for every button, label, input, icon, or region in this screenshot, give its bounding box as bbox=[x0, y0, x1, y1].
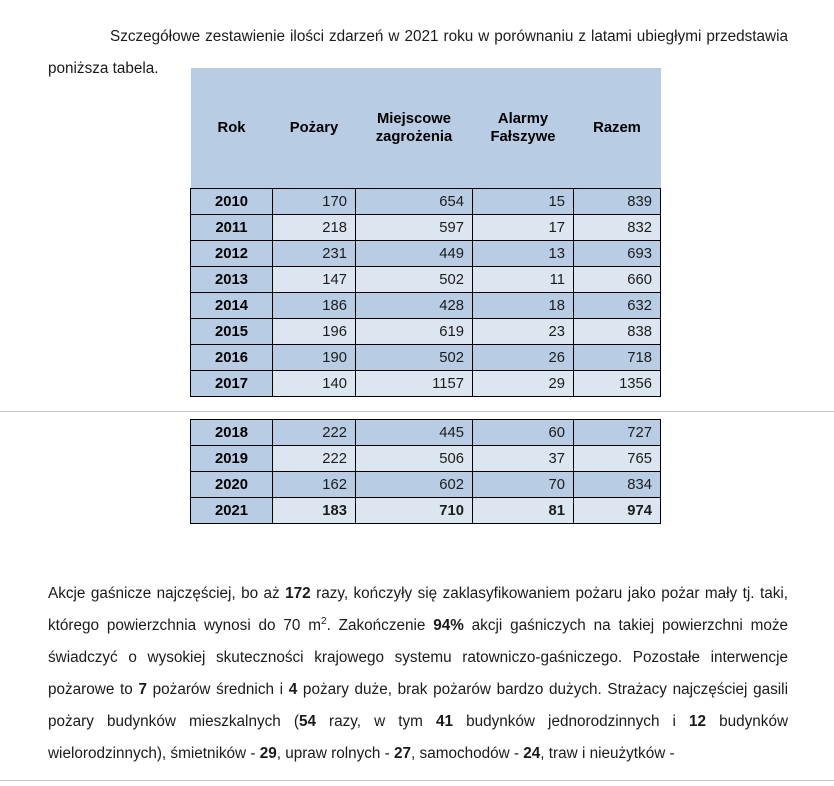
cell-false-alarms: 17 bbox=[473, 215, 574, 241]
cell-false-alarms: 29 bbox=[473, 371, 574, 397]
bold-number-27: 27 bbox=[394, 745, 412, 763]
cell-total: 693 bbox=[574, 241, 661, 267]
bold-number-4: 4 bbox=[288, 681, 298, 699]
text-run: pożary duże, brak pożarów bardzo dużych. Strażacy najczęściej gasili pożary budynków mieszkalnych ( bbox=[48, 681, 788, 731]
header-line-1: Miejscowe bbox=[376, 111, 451, 127]
table-row bbox=[191, 345, 661, 371]
cell-total: 718 bbox=[574, 345, 661, 371]
cell-local-hazards: 445 bbox=[356, 420, 473, 446]
table-row bbox=[191, 189, 661, 215]
intro-paragraph: Szczegółowe zestawienie ilości zdarzeń w 2021 roku w porównaniu z latami ubiegłymi przedstawia poniższa tabela. bbox=[48, 28, 788, 78]
cell-fires: 147 bbox=[273, 267, 356, 293]
table-body-part2 bbox=[191, 420, 661, 524]
text-run: Akcje gaśnicze najczęściej, bo aż bbox=[48, 585, 286, 603]
cell-local-hazards: 502 bbox=[356, 345, 473, 371]
cell-fires: 186 bbox=[273, 293, 356, 319]
text-run: budynków wielorodzinnych), śmietników - bbox=[48, 713, 789, 763]
text-run: , traw i nieużytków - bbox=[540, 745, 675, 763]
cell-year: 2019 bbox=[191, 446, 273, 472]
table-row bbox=[191, 498, 661, 524]
cell-false-alarms: 11 bbox=[473, 267, 574, 293]
table-body-part1 bbox=[191, 189, 661, 397]
table-row bbox=[191, 215, 661, 241]
header-line-1: Rok bbox=[217, 120, 246, 136]
text-run: . Zakończenie bbox=[326, 617, 434, 635]
header-line-1: Alarmy bbox=[497, 111, 549, 127]
cell-fires: 218 bbox=[273, 215, 356, 241]
cell-local-hazards: 654 bbox=[356, 189, 473, 215]
table-row bbox=[191, 446, 661, 472]
cell-fires: 170 bbox=[273, 189, 356, 215]
cell-fires: 222 bbox=[273, 446, 356, 472]
cell-year: 2017 bbox=[191, 371, 273, 397]
stats-table-part2 bbox=[190, 419, 661, 524]
bold-number-12: 12 bbox=[689, 713, 707, 731]
cell-local-hazards: 602 bbox=[356, 472, 473, 498]
cell-local-hazards: 449 bbox=[356, 241, 473, 267]
column-header-false-alarms bbox=[473, 68, 574, 189]
cell-total: 839 bbox=[574, 189, 661, 215]
text-run: pożarów średnich i bbox=[146, 681, 289, 699]
table-header bbox=[191, 68, 661, 189]
cell-fires: 140 bbox=[273, 371, 356, 397]
cell-local-hazards: 1157 bbox=[356, 371, 473, 397]
cell-local-hazards: 506 bbox=[356, 446, 473, 472]
cell-fires: 190 bbox=[273, 345, 356, 371]
cell-total: 727 bbox=[574, 420, 661, 446]
table-row bbox=[191, 267, 661, 293]
page-break-separator bbox=[0, 411, 834, 412]
cell-total: 1356 bbox=[574, 371, 661, 397]
bold-number-94pct: 94% bbox=[433, 617, 464, 635]
cell-false-alarms: 81 bbox=[473, 498, 574, 524]
cell-year: 2010 bbox=[191, 189, 273, 215]
cell-total: 832 bbox=[574, 215, 661, 241]
cell-false-alarms: 26 bbox=[473, 345, 574, 371]
stats-table-part2-wrapper bbox=[190, 419, 660, 524]
cell-false-alarms: 13 bbox=[473, 241, 574, 267]
column-header-year bbox=[191, 68, 273, 189]
cell-false-alarms: 60 bbox=[473, 420, 574, 446]
text-run: razy, kończyły się zaklasyfikowaniem pożaru jako pożar mały tj. taki, którego powierzchnia wynosi do 70 m bbox=[48, 585, 788, 635]
cell-local-hazards: 428 bbox=[356, 293, 473, 319]
cell-fires: 222 bbox=[273, 420, 356, 446]
cell-total: 834 bbox=[574, 472, 661, 498]
table-row bbox=[191, 371, 661, 397]
cell-false-alarms: 70 bbox=[473, 472, 574, 498]
cell-fires: 183 bbox=[273, 498, 356, 524]
cell-local-hazards: 597 bbox=[356, 215, 473, 241]
text-run: , upraw rolnych - bbox=[276, 745, 395, 763]
table-row bbox=[191, 319, 661, 345]
body-paragraph bbox=[48, 578, 788, 770]
cell-year: 2016 bbox=[191, 345, 273, 371]
cell-year: 2018 bbox=[191, 420, 273, 446]
cell-year: 2012 bbox=[191, 241, 273, 267]
cell-local-hazards: 502 bbox=[356, 267, 473, 293]
page-break-separator-bottom bbox=[0, 780, 834, 781]
table-row bbox=[191, 241, 661, 267]
header-line-1: Razem bbox=[593, 120, 641, 136]
cell-total: 838 bbox=[574, 319, 661, 345]
text-run: budynków jednorodzinnych i bbox=[453, 713, 690, 731]
superscript-2: 2 bbox=[320, 616, 327, 628]
cell-total: 765 bbox=[574, 446, 661, 472]
cell-total: 660 bbox=[574, 267, 661, 293]
cell-year: 2020 bbox=[191, 472, 273, 498]
bold-number-7: 7 bbox=[138, 681, 147, 699]
cell-total: 974 bbox=[574, 498, 661, 524]
cell-year: 2014 bbox=[191, 293, 273, 319]
cell-year: 2021 bbox=[191, 498, 273, 524]
cell-fires: 231 bbox=[273, 241, 356, 267]
cell-local-hazards: 619 bbox=[356, 319, 473, 345]
cell-year: 2011 bbox=[191, 215, 273, 241]
cell-false-alarms: 23 bbox=[473, 319, 574, 345]
cell-total: 632 bbox=[574, 293, 661, 319]
bold-number-54: 54 bbox=[298, 713, 316, 731]
header-line-1: Pożary bbox=[289, 120, 339, 136]
table-row bbox=[191, 472, 661, 498]
text-run: razy, w tym bbox=[315, 713, 436, 731]
cell-local-hazards: 710 bbox=[356, 498, 473, 524]
cell-fires: 196 bbox=[273, 319, 356, 345]
column-header-local-hazards bbox=[356, 68, 473, 189]
cell-false-alarms: 37 bbox=[473, 446, 574, 472]
bold-number-29: 29 bbox=[259, 745, 277, 763]
cell-fires: 162 bbox=[273, 472, 356, 498]
cell-false-alarms: 18 bbox=[473, 293, 574, 319]
table-row bbox=[191, 420, 661, 446]
column-header-fires bbox=[273, 68, 356, 189]
bold-number-24: 24 bbox=[523, 745, 541, 763]
header-line-2: zagrożenia bbox=[375, 129, 453, 145]
bold-number-41: 41 bbox=[436, 713, 454, 731]
cell-year: 2013 bbox=[191, 267, 273, 293]
text-run: akcji gaśniczych na takiej powierzchni może świadczyć o wysokiej skuteczności krajowego systemu ratowniczo-gaśniczego. Pozostałe interwencje pożarowe to bbox=[48, 617, 788, 699]
table-row bbox=[191, 293, 661, 319]
cell-false-alarms: 15 bbox=[473, 189, 574, 215]
text-run: , samochodów - bbox=[411, 745, 524, 763]
header-line-2: Fałszywe bbox=[490, 129, 556, 145]
stats-table-part1 bbox=[190, 68, 661, 397]
stats-table-part1-wrapper bbox=[190, 68, 660, 397]
bold-number-172: 172 bbox=[285, 585, 311, 603]
cell-year: 2015 bbox=[191, 319, 273, 345]
column-header-total bbox=[574, 68, 661, 189]
